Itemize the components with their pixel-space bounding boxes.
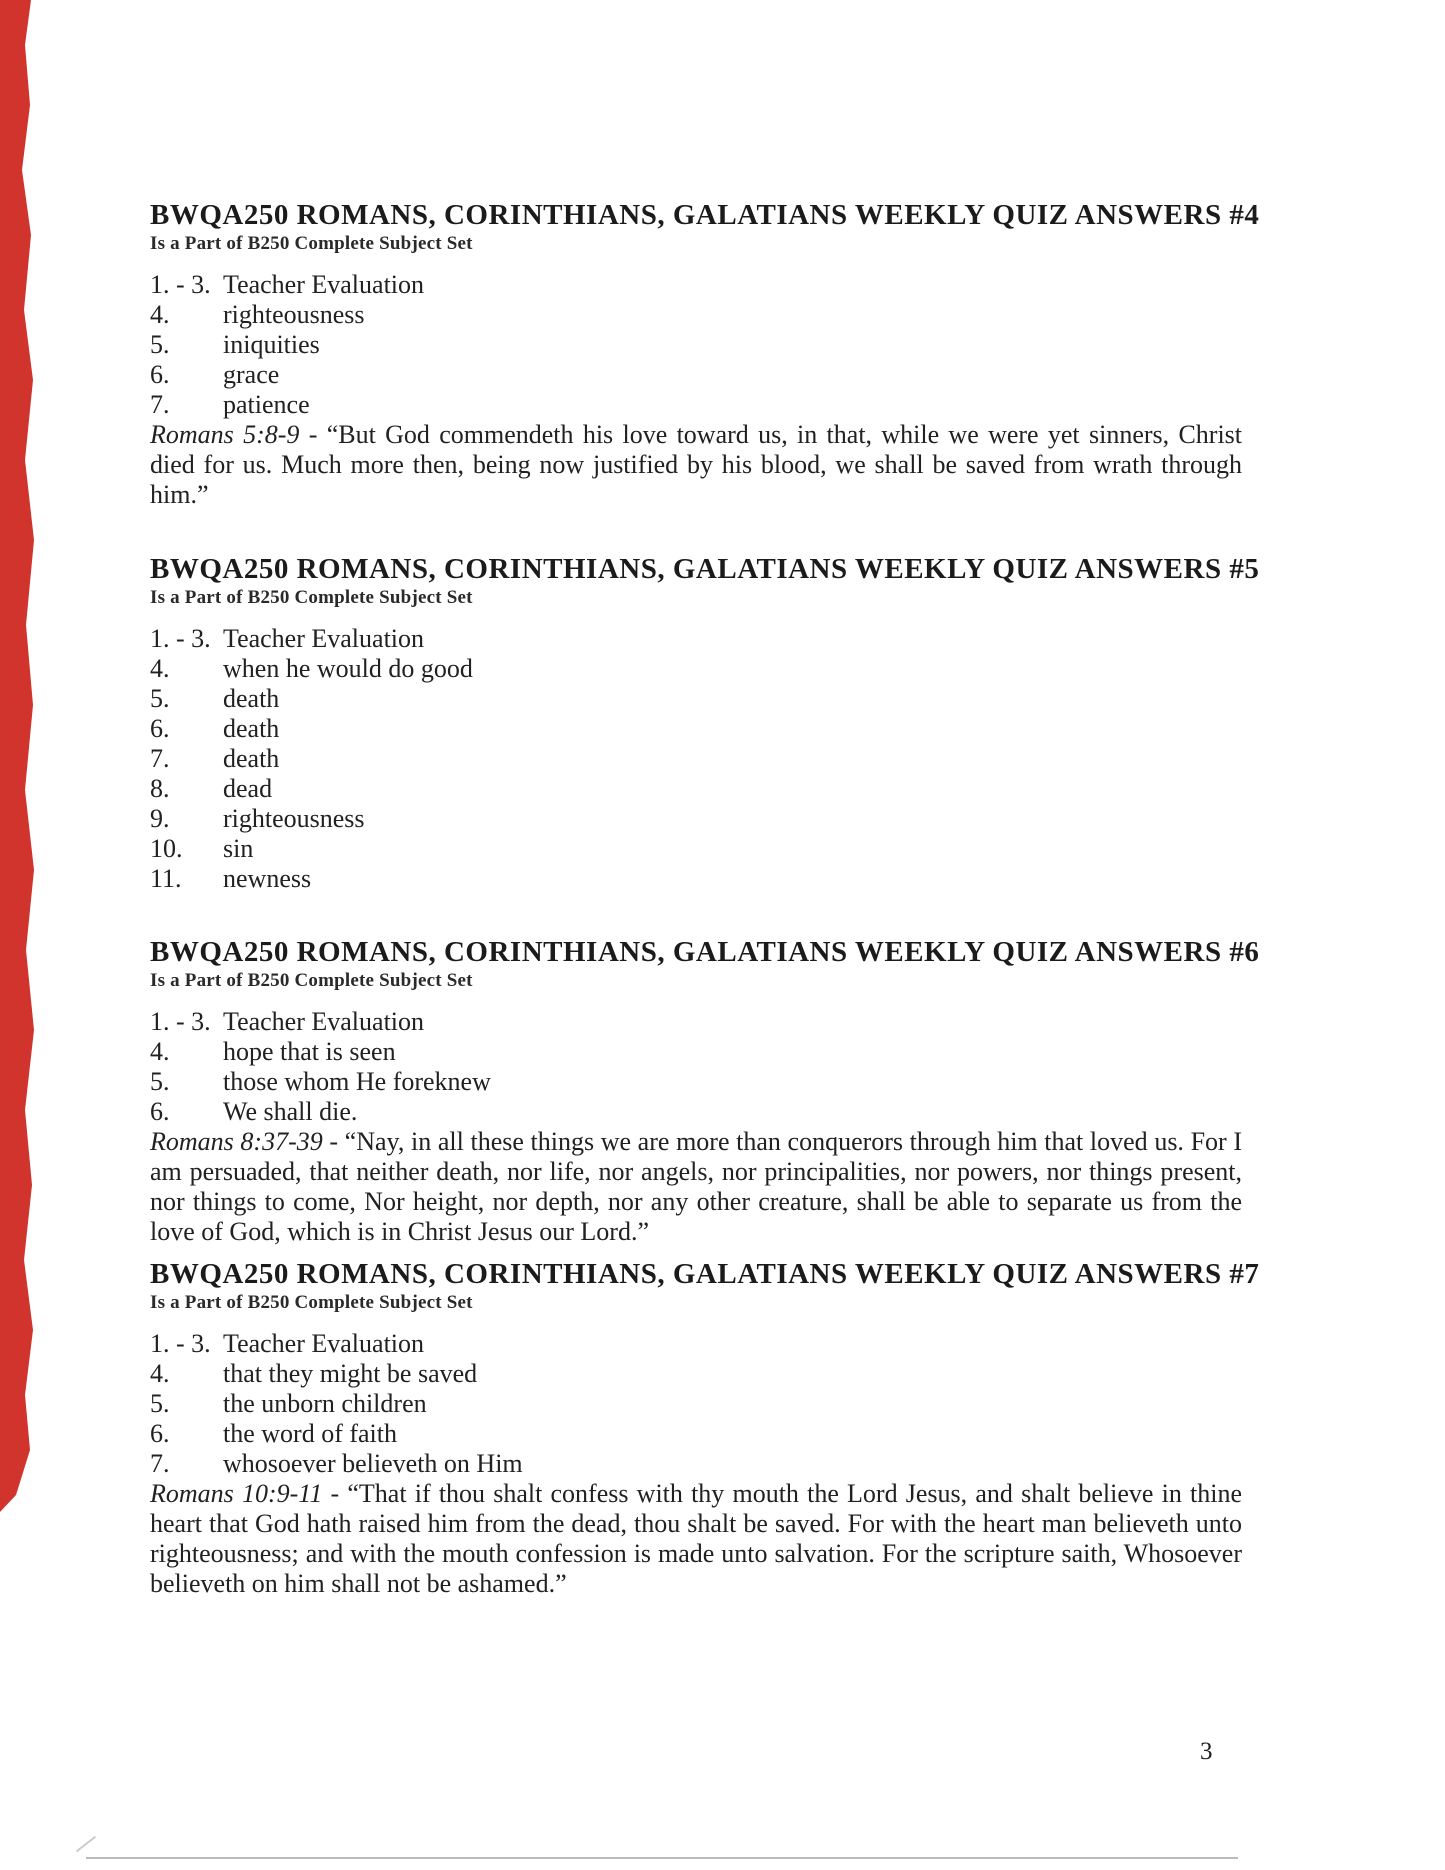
quote-text: - “That if thou shalt confess with thy mouth the Lord Jesus, and shalt believe in thine heart that God hath raised him from the dead, thou shalt be saved. For with the heart man believeth unto righteousness; and with the mouth confession is made unto salvation. For the scripture saith, Whosoever believeth on him shall not be ashamed.” xyxy=(150,1479,1243,1598)
section-subtitle: Is a Part of B250 Complete Subject Set xyxy=(150,970,473,991)
answer-row xyxy=(150,714,1242,744)
answer-row xyxy=(150,390,1242,420)
answer-row xyxy=(150,1037,1242,1067)
answer-text: dead xyxy=(223,774,273,803)
answer-number: 9. xyxy=(150,804,170,833)
answer-row xyxy=(150,774,1242,804)
answer-text: death xyxy=(223,684,280,713)
quiz-section xyxy=(150,199,1260,510)
answer-row xyxy=(150,330,1242,360)
answer-text: newness xyxy=(223,864,312,893)
quiz-section xyxy=(150,553,1260,894)
answer-row xyxy=(150,1449,1242,1479)
answer-row xyxy=(150,624,1242,654)
answer-text: death xyxy=(223,714,280,743)
scan-bottom-line xyxy=(86,1857,1238,1859)
answer-number: 5. xyxy=(150,1067,170,1096)
answer-row xyxy=(150,1329,1242,1359)
answer-number: 6. xyxy=(150,714,170,743)
quote-text: - “But God commendeth his love toward us, in that, while we were yet sinners, Christ died for us. Much more then, being now justified by his blood, we shall be saved from wrath through him.” xyxy=(150,420,1243,509)
answer-text: Teacher Evaluation xyxy=(223,270,425,299)
answer-number: 6. xyxy=(150,1419,170,1448)
answer-number: 11. xyxy=(150,864,182,893)
answer-row xyxy=(150,744,1242,774)
answer-number: 5. xyxy=(150,684,170,713)
answer-row xyxy=(150,864,1242,894)
answer-text: the unborn children xyxy=(223,1389,427,1418)
answer-row xyxy=(150,360,1242,390)
page-content xyxy=(150,199,1260,1599)
answer-text: iniquities xyxy=(223,330,320,359)
answer-number: 4. xyxy=(150,1037,170,1066)
scripture-reference: Romans 8:37-39 xyxy=(150,1127,323,1156)
answer-number: 4. xyxy=(150,654,170,683)
scripture-reference: Romans 5:8-9 xyxy=(150,420,300,449)
answer-row xyxy=(150,1359,1242,1389)
scan-edge-stripe-shape xyxy=(0,0,34,1512)
answer-row xyxy=(150,684,1242,714)
answer-row xyxy=(150,1067,1242,1097)
answer-list xyxy=(150,624,1242,894)
answer-text: death xyxy=(223,744,280,773)
answer-list xyxy=(150,270,1242,420)
section-title: BWQA250 ROMANS, CORINTHIANS, GALATIANS WEEKLY QUIZ ANSWERS #4 xyxy=(150,199,1260,231)
answer-text: righteousness xyxy=(223,300,365,329)
answer-text: righteousness xyxy=(223,804,365,833)
answer-number: 7. xyxy=(150,744,170,773)
answer-text: We shall die. xyxy=(223,1097,358,1126)
answer-number: 4. xyxy=(150,300,170,329)
answer-number: 1. - 3. xyxy=(150,1329,211,1358)
answer-row xyxy=(150,300,1242,330)
section-title: BWQA250 ROMANS, CORINTHIANS, GALATIANS WEEKLY QUIZ ANSWERS #6 xyxy=(150,936,1260,968)
answer-text: patience xyxy=(223,390,310,419)
answer-text: Teacher Evaluation xyxy=(223,624,425,653)
section-subtitle: Is a Part of B250 Complete Subject Set xyxy=(150,233,473,254)
quiz-section xyxy=(150,936,1260,1247)
answer-list xyxy=(150,1007,1242,1127)
sections xyxy=(150,199,1260,1599)
scan-bottom-tick xyxy=(76,1836,96,1852)
section-subtitle: Is a Part of B250 Complete Subject Set xyxy=(150,587,473,608)
answer-number: 1. - 3. xyxy=(150,624,211,653)
answer-text: that they might be saved xyxy=(223,1359,478,1388)
page-number: 3 xyxy=(1200,1738,1213,1765)
answer-row xyxy=(150,654,1242,684)
answer-row xyxy=(150,1419,1242,1449)
answer-number: 6. xyxy=(150,1097,170,1126)
quiz-section xyxy=(150,1258,1260,1599)
scripture-reference: Romans 10:9-11 xyxy=(150,1479,323,1508)
scripture-quote xyxy=(150,1127,1242,1247)
answer-row xyxy=(150,1097,1242,1127)
answer-text: hope that is seen xyxy=(223,1037,396,1066)
answer-number: 10. xyxy=(150,834,183,863)
answer-text: Teacher Evaluation xyxy=(223,1007,425,1036)
answer-text: those whom He foreknew xyxy=(223,1067,491,1096)
section-title: BWQA250 ROMANS, CORINTHIANS, GALATIANS WEEKLY QUIZ ANSWERS #7 xyxy=(150,1258,1260,1290)
answer-number: 1. - 3. xyxy=(150,270,211,299)
answer-text: Teacher Evaluation xyxy=(223,1329,425,1358)
scan-edge-stripe xyxy=(0,0,45,1520)
scripture-quote xyxy=(150,420,1242,510)
answer-number: 8. xyxy=(150,774,170,803)
answer-row xyxy=(150,834,1242,864)
section-subtitle: Is a Part of B250 Complete Subject Set xyxy=(150,1292,473,1313)
answer-text: when he would do good xyxy=(223,654,473,683)
answer-number: 5. xyxy=(150,330,170,359)
quote-text: - “Nay, in all these things we are more than conquerors through him that loved us. For I am persuaded, that neither death, nor life, nor angels, nor principalities, nor powers, nor things present, nor things to come, Nor height, nor depth, nor any other creature, shall be able to separate us from the love of God, which is in Christ Jesus our Lord.” xyxy=(150,1127,1242,1246)
answer-number: 6. xyxy=(150,360,170,389)
answer-text: sin xyxy=(223,834,254,863)
answer-number: 5. xyxy=(150,1389,170,1418)
answer-text: grace xyxy=(223,360,280,389)
answer-row xyxy=(150,804,1242,834)
answer-row xyxy=(150,1007,1242,1037)
answer-row xyxy=(150,1389,1242,1419)
answer-row xyxy=(150,270,1242,300)
answer-number: 7. xyxy=(150,1449,170,1478)
answer-text: the word of faith xyxy=(223,1419,398,1448)
answer-list xyxy=(150,1329,1242,1479)
answer-number: 1. - 3. xyxy=(150,1007,211,1036)
answer-number: 7. xyxy=(150,390,170,419)
answer-text: whosoever believeth on Him xyxy=(223,1449,523,1478)
answer-number: 4. xyxy=(150,1359,170,1388)
section-title: BWQA250 ROMANS, CORINTHIANS, GALATIANS WEEKLY QUIZ ANSWERS #5 xyxy=(150,553,1260,585)
scripture-quote xyxy=(150,1479,1242,1599)
